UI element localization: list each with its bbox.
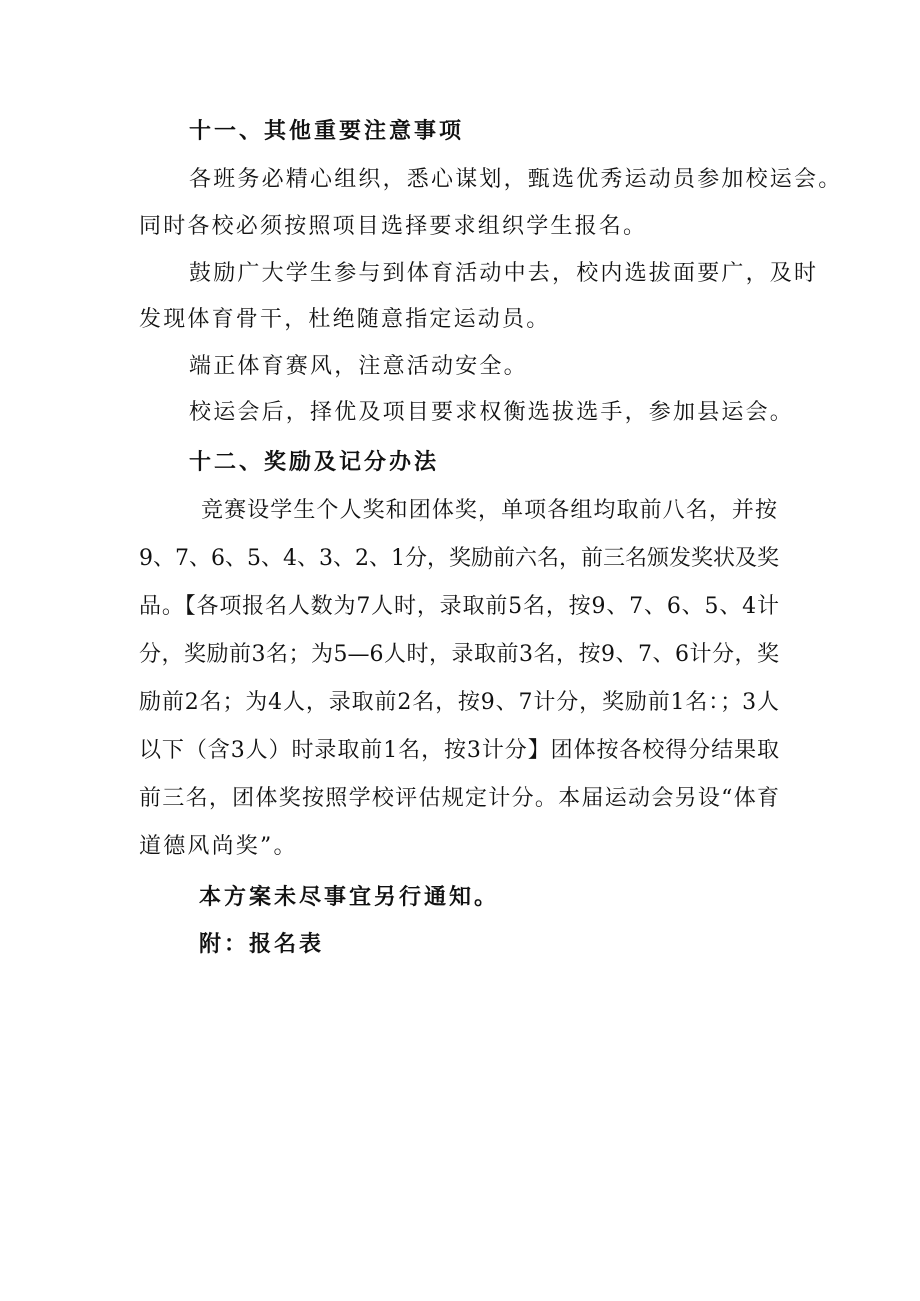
section-11-para4: 校运会后，择优及项目要求权衡选拔选手，参加县运会。 [189,400,795,425]
section-11-para1-line1: 各班务必精心组织，悉心谋划，甄选优秀运动员参加校运会。 [189,167,843,192]
section-12-line: 分，奖励前3名；为5—6人时，录取前3名，按9、7、6计分，奖 [139,642,779,667]
section-11-para2-line1: 鼓励广大学生参与到体育活动中去，校内选拔面要广，及时 [189,261,819,286]
section-12-line: 道德风尚奖”。 [139,834,298,859]
section-12-line: 以下（含3人）时录取前1名，按3计分】团体按各校得分结果取 [139,738,779,763]
section-11-para2-line2: 发现体育骨干，杜绝随意指定运动员。 [139,307,551,332]
section-12-line: 竞赛设学生个人奖和团体奖，单项各组均取前八名，并按 [201,498,777,523]
section-12-line: 9、7、6、5、4、3、2、1分，奖励前六名，前三名颁发奖状及奖 [139,546,779,571]
section-12-line: 励前2名；为4人，录取前2名，按9、7计分，奖励前1名：；3人 [139,690,779,715]
section-11-para1-line2: 同时各校必须按照项目选择要求组织学生报名。 [139,214,648,239]
section-11-heading: 十一、其他重要注意事项 [189,119,465,144]
closing-note: 本方案未尽事宜另行通知。 [199,885,500,910]
section-12-line: 前三名，团体奖按照学校评估规定计分。本届运动会另设“体育 [139,786,779,811]
section-12-heading: 十二、奖励及记分办法 [189,450,440,475]
section-11-para3: 端正体育赛风，注意活动安全。 [189,354,528,379]
section-12-line: 品。【各项报名人数为7人时，录取前5名，按9、7、6、5、4计 [139,594,779,619]
attachment-note: 附：报名表 [199,932,325,957]
